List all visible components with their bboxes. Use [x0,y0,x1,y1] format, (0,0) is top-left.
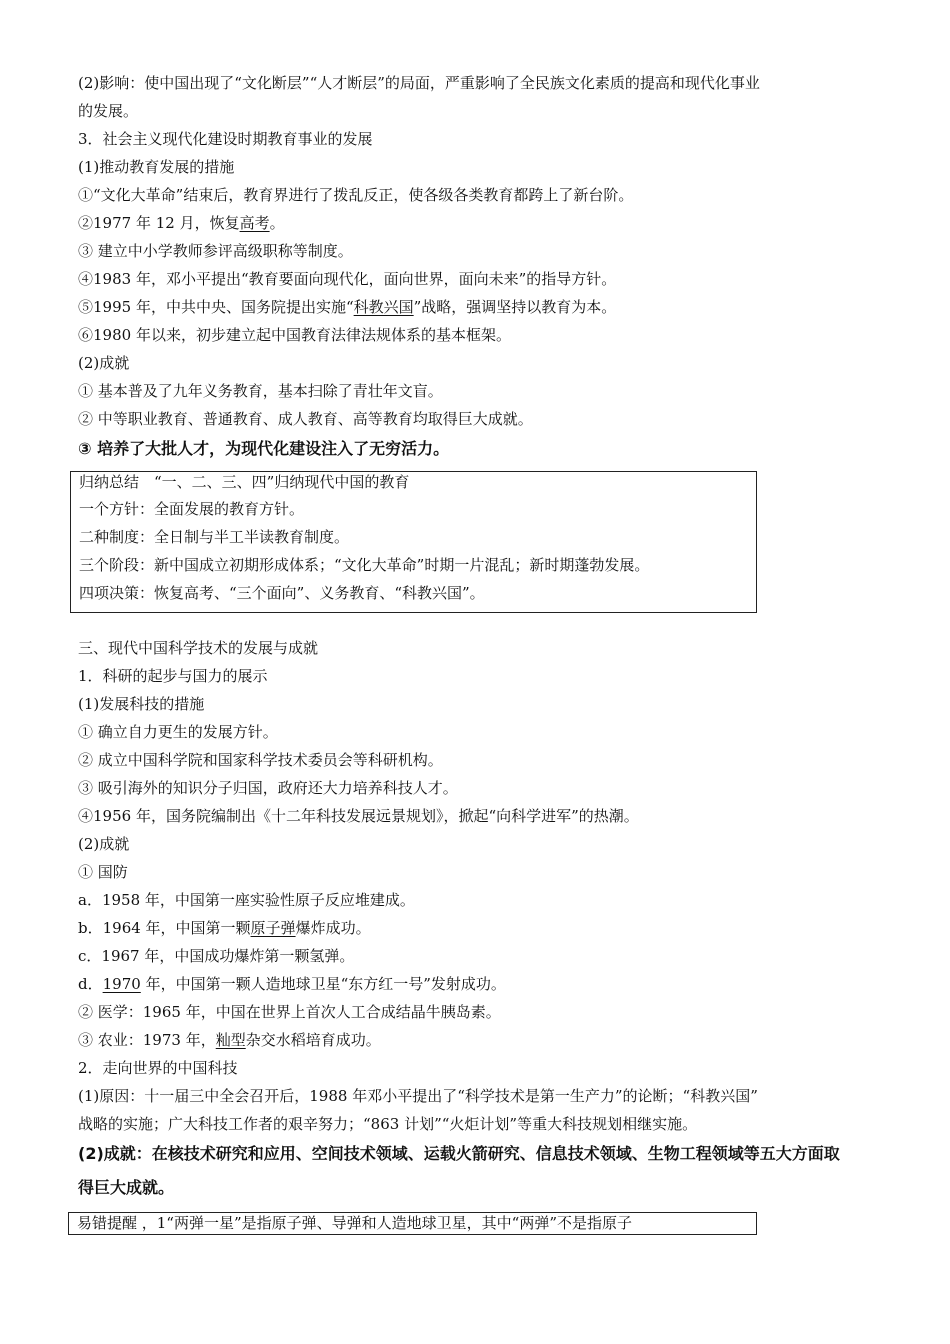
list-item [78,974,506,994]
text-span: ⑤1995 年，中共中央、国务院提出实施“ [78,298,354,316]
summary-row: 四项决策：恢复高考、“三个面向”、义务教育、“科教兴国”。 [79,584,485,602]
section-heading: 2．走向世界的中国科技 [78,1059,238,1077]
underlined-term: 科教兴国 [353,298,414,316]
text-span: 年，中国第一颗人造地球卫星“东方红一号”发射成功。 [140,975,506,993]
list-item [78,1030,381,1050]
text-line: (2)成就 [78,354,130,372]
text-line: 战略的实施；广大科技工作者的艰辛努力；“863 计划”“火炬计划”等重大科技规划相继实施。 [78,1115,698,1133]
underlined-term: 高考 [239,214,270,232]
text-line-bold: 得巨大成就。 [78,1178,175,1197]
text-line: (1)原因：十一届三中全会召开后，1988 年邓小平提出了“科学技术是第一生产力”的论断；“科教兴国” [78,1087,758,1105]
text-span: d． [78,975,103,993]
text-span: 。 [269,214,285,232]
underlined-term: 1970 [102,975,141,993]
text-span: 爆炸成功。 [295,919,371,937]
summary-row: 一个方针：全面发展的教育方针。 [79,500,305,518]
list-item: a．1958 年，中国第一座实验性原子反应堆建成。 [78,891,415,909]
text-line: (1)发展科技的措施 [78,695,205,713]
list-item: ② 成立中国科学院和国家科学技术委员会等科研机构。 [78,751,443,769]
list-item: ①“文化大革命”结束后，教育界进行了拨乱反正，使各级各类教育都跨上了新台阶。 [78,186,634,204]
list-item: ① 基本普及了九年义务教育，基本扫除了青壮年文盲。 [78,382,443,400]
list-item: ④1956 年，国务院编制出《十二年科技发展远景规划》，掀起“向科学进军”的热潮。 [78,807,639,825]
text-line: 的发展。 [78,102,139,120]
underlined-term: 原子弹 [250,919,296,937]
warning-text: 易错提醒 ，1“两弹一星”是指原子弹、导弹和人造地球卫星，其中“两弹”不是指原子 [77,1214,632,1232]
list-item [78,213,285,233]
summary-row: 三个阶段：新中国成立初期形成体系；“文化大革命”时期一片混乱；新时期蓬勃发展。 [79,556,650,574]
text-line: (2)成就 [78,835,130,853]
text-line-bold: (2)成就：在核技术研究和应用、空间技术领域、运载火箭研究、信息技术领域、生物工程领域等五大方面取 [78,1144,840,1163]
underlined-term: 籼型 [215,1031,246,1049]
summary-title: 归纳总结 “一、二、三、四”归纳现代中国的教育 [79,473,410,491]
list-item: ③ 建立中小学教师参评高级职称等制度。 [78,242,353,260]
list-item: ① 国防 [78,863,128,881]
text-span: 杂交水稻培育成功。 [245,1031,381,1049]
list-item: ⑥1980 年以来，初步建立起中国教育法律法规体系的基本框架。 [78,326,511,344]
text-line: (2)影响：使中国出现了“文化断层”“人才断层”的局面，严重影响了全民族文化素质的提高和现代化事业 [78,74,760,92]
section-heading: 3．社会主义现代化建设时期教育事业的发展 [78,130,373,148]
list-item: c．1967 年，中国成功爆炸第一颗氢弹。 [78,947,355,965]
text-span: ②1977 年 12 月，恢复 [78,214,240,232]
section-heading: 三、现代中国科学技术的发展与成就 [78,639,319,657]
list-item [78,918,371,938]
list-item: ② 医学：1965 年，中国在世界上首次人工合成结晶牛胰岛素。 [78,1003,501,1021]
list-item: ① 确立自力更生的发展方针。 [78,723,278,741]
text-line: (1)推动教育发展的措施 [78,158,235,176]
text-span: b．1964 年，中国第一颗 [78,919,251,937]
text-span: ”战略，强调坚持以教育为本。 [413,298,617,316]
section-heading: 1．科研的起步与国力的展示 [78,667,268,685]
list-item: ④1983 年，邓小平提出“教育要面向现代化，面向世界，面向未来”的指导方针。 [78,270,617,288]
summary-box [70,471,757,613]
text-span: ③ 农业：1973 年， [78,1031,216,1049]
summary-row: 二种制度：全日制与半工半读教育制度。 [79,528,350,546]
list-item [78,297,616,317]
list-item: ② 中等职业教育、普通教育、成人教育、高等教育均取得巨大成就。 [78,410,533,428]
warning-box [68,1212,757,1235]
list-item-bold: ③ 培养了大批人才，为现代化建设注入了无穷活力。 [78,439,450,458]
list-item: ③ 吸引海外的知识分子归国，政府还大力培养科技人才。 [78,779,458,797]
